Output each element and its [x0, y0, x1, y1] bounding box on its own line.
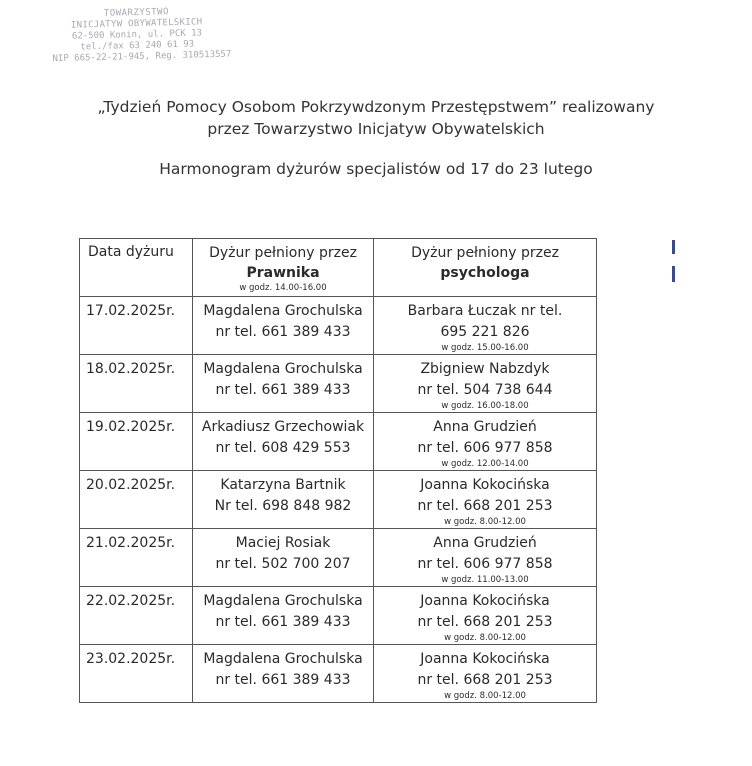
table-row: [80, 587, 597, 645]
table-header-row: [80, 239, 597, 297]
psychologist-cell: [374, 413, 597, 471]
title-line-2: przez Towarzystwo Inicjatyw Obywatelskich: [207, 120, 545, 138]
margin-mark: [672, 266, 675, 282]
lawyer-cell: [193, 645, 374, 703]
lawyer-cell: [193, 587, 374, 645]
title-line-1: „Tydzień Pomocy Osobom Pokrzywdzonym Przestępstwem” realizowany: [97, 98, 655, 116]
lawyer-name: Katarzyna Bartnik: [220, 477, 346, 493]
psychologist-name: Barbara Łuczak nr tel.: [407, 303, 563, 319]
psychologist-hours: w godz. 11.00-13.00: [441, 575, 529, 585]
lawyer-name: Magdalena Grochulska: [203, 361, 363, 377]
psychologist-cell: [374, 355, 597, 413]
duty-date: 21.02.2025r.: [80, 529, 193, 587]
lawyer-phone: nr tel. 661 389 433: [215, 614, 351, 630]
stamp-line-address: 62-500 Konin, ul. PCK 13: [71, 28, 203, 42]
header-date: Data dyżuru: [80, 239, 193, 297]
psychologist-phone: 695 221 826: [440, 324, 530, 340]
psychologist-name: Zbigniew Nabzdyk: [420, 361, 550, 377]
header-psychologist: [374, 239, 597, 297]
lawyer-name: Magdalena Grochulska: [203, 303, 363, 319]
lawyer-name: Magdalena Grochulska: [203, 651, 363, 667]
psychologist-name: Joanna Kokocińska: [420, 477, 550, 493]
duty-schedule-table: [79, 238, 597, 703]
stamp-line-registry: NIP 665-22-21-945, Reg. 310513557: [52, 49, 232, 65]
duty-date: 20.02.2025r.: [80, 471, 193, 529]
duty-date: 18.02.2025r.: [80, 355, 193, 413]
psychologist-cell: [374, 645, 597, 703]
duty-date: 19.02.2025r.: [80, 413, 193, 471]
margin-mark: [672, 240, 675, 254]
psychologist-hours: w godz. 8.00-12.00: [444, 691, 526, 701]
stamp-line-name: TOWARZYSTWO: [103, 7, 170, 19]
lawyer-name: Magdalena Grochulska: [203, 593, 363, 609]
psychologist-hours: w godz. 12.00-14.00: [441, 459, 529, 469]
duty-date: 23.02.2025r.: [80, 645, 193, 703]
lawyer-name: Maciej Rosiak: [235, 535, 331, 551]
header-psych-line1: Dyżur pełniony przez: [411, 245, 559, 261]
table-row: [80, 471, 597, 529]
header-lawyer: [193, 239, 374, 297]
psychologist-phone: nr tel. 504 738 644: [417, 382, 553, 398]
lawyer-name: Arkadiusz Grzechowiak: [201, 419, 365, 435]
lawyer-phone: nr tel. 502 700 207: [215, 556, 351, 572]
psychologist-cell: [374, 471, 597, 529]
psychologist-phone: nr tel. 606 977 858: [417, 556, 553, 572]
psychologist-hours: w godz. 8.00-12.00: [444, 517, 526, 527]
duty-date: 22.02.2025r.: [80, 587, 193, 645]
lawyer-cell: [193, 297, 374, 355]
psychologist-name: Joanna Kokocińska: [420, 593, 550, 609]
lawyer-phone: nr tel. 661 389 433: [215, 672, 351, 688]
table-row: [80, 645, 597, 703]
psychologist-phone: nr tel. 668 201 253: [417, 614, 553, 630]
header-psych-line2: psychologa: [440, 265, 530, 281]
table-row: [80, 529, 597, 587]
psychologist-cell: [374, 587, 597, 645]
schedule-subtitle: Harmonogram dyżurów specjalistów od 17 do 23 lutego: [159, 160, 593, 178]
stamp-line-name2: INICJATYW OBYWATELSKICH: [70, 17, 203, 31]
psychologist-hours: w godz. 15.00-16.00: [441, 343, 529, 353]
psychologist-phone: nr tel. 606 977 858: [417, 440, 553, 456]
document-title: [0, 96, 752, 140]
table-row: [80, 413, 597, 471]
duty-date: 17.02.2025r.: [80, 297, 193, 355]
psychologist-cell: [374, 297, 597, 355]
lawyer-phone: Nr tel. 698 848 982: [214, 498, 352, 514]
psychologist-name: Joanna Kokocińska: [420, 651, 550, 667]
lawyer-cell: [193, 355, 374, 413]
psychologist-phone: nr tel. 668 201 253: [417, 498, 553, 514]
psychologist-name: Anna Grudzień: [433, 419, 537, 435]
table-row: [80, 297, 597, 355]
psychologist-cell: [374, 529, 597, 587]
lawyer-cell: [193, 471, 374, 529]
header-lawyer-hours: w godz. 14.00-16.00: [239, 283, 327, 293]
lawyer-cell: [193, 413, 374, 471]
lawyer-phone: nr tel. 661 389 433: [215, 382, 351, 398]
lawyer-phone: nr tel. 661 389 433: [215, 324, 351, 340]
lawyer-cell: [193, 529, 374, 587]
stamp-line-phone: tel./fax 63 240 61 93: [80, 39, 195, 53]
table-row: [80, 355, 597, 413]
psychologist-name: Anna Grudzień: [433, 535, 537, 551]
psychologist-hours: w godz. 16.00-18.00: [441, 401, 529, 411]
psychologist-hours: w godz. 8.00-12.00: [444, 633, 526, 643]
header-lawyer-line1: Dyżur pełniony przez: [209, 245, 357, 261]
psychologist-phone: nr tel. 668 201 253: [417, 672, 553, 688]
organization-stamp: [51, 6, 232, 65]
header-lawyer-line2: Prawnika: [246, 265, 320, 281]
lawyer-phone: nr tel. 608 429 553: [215, 440, 351, 456]
